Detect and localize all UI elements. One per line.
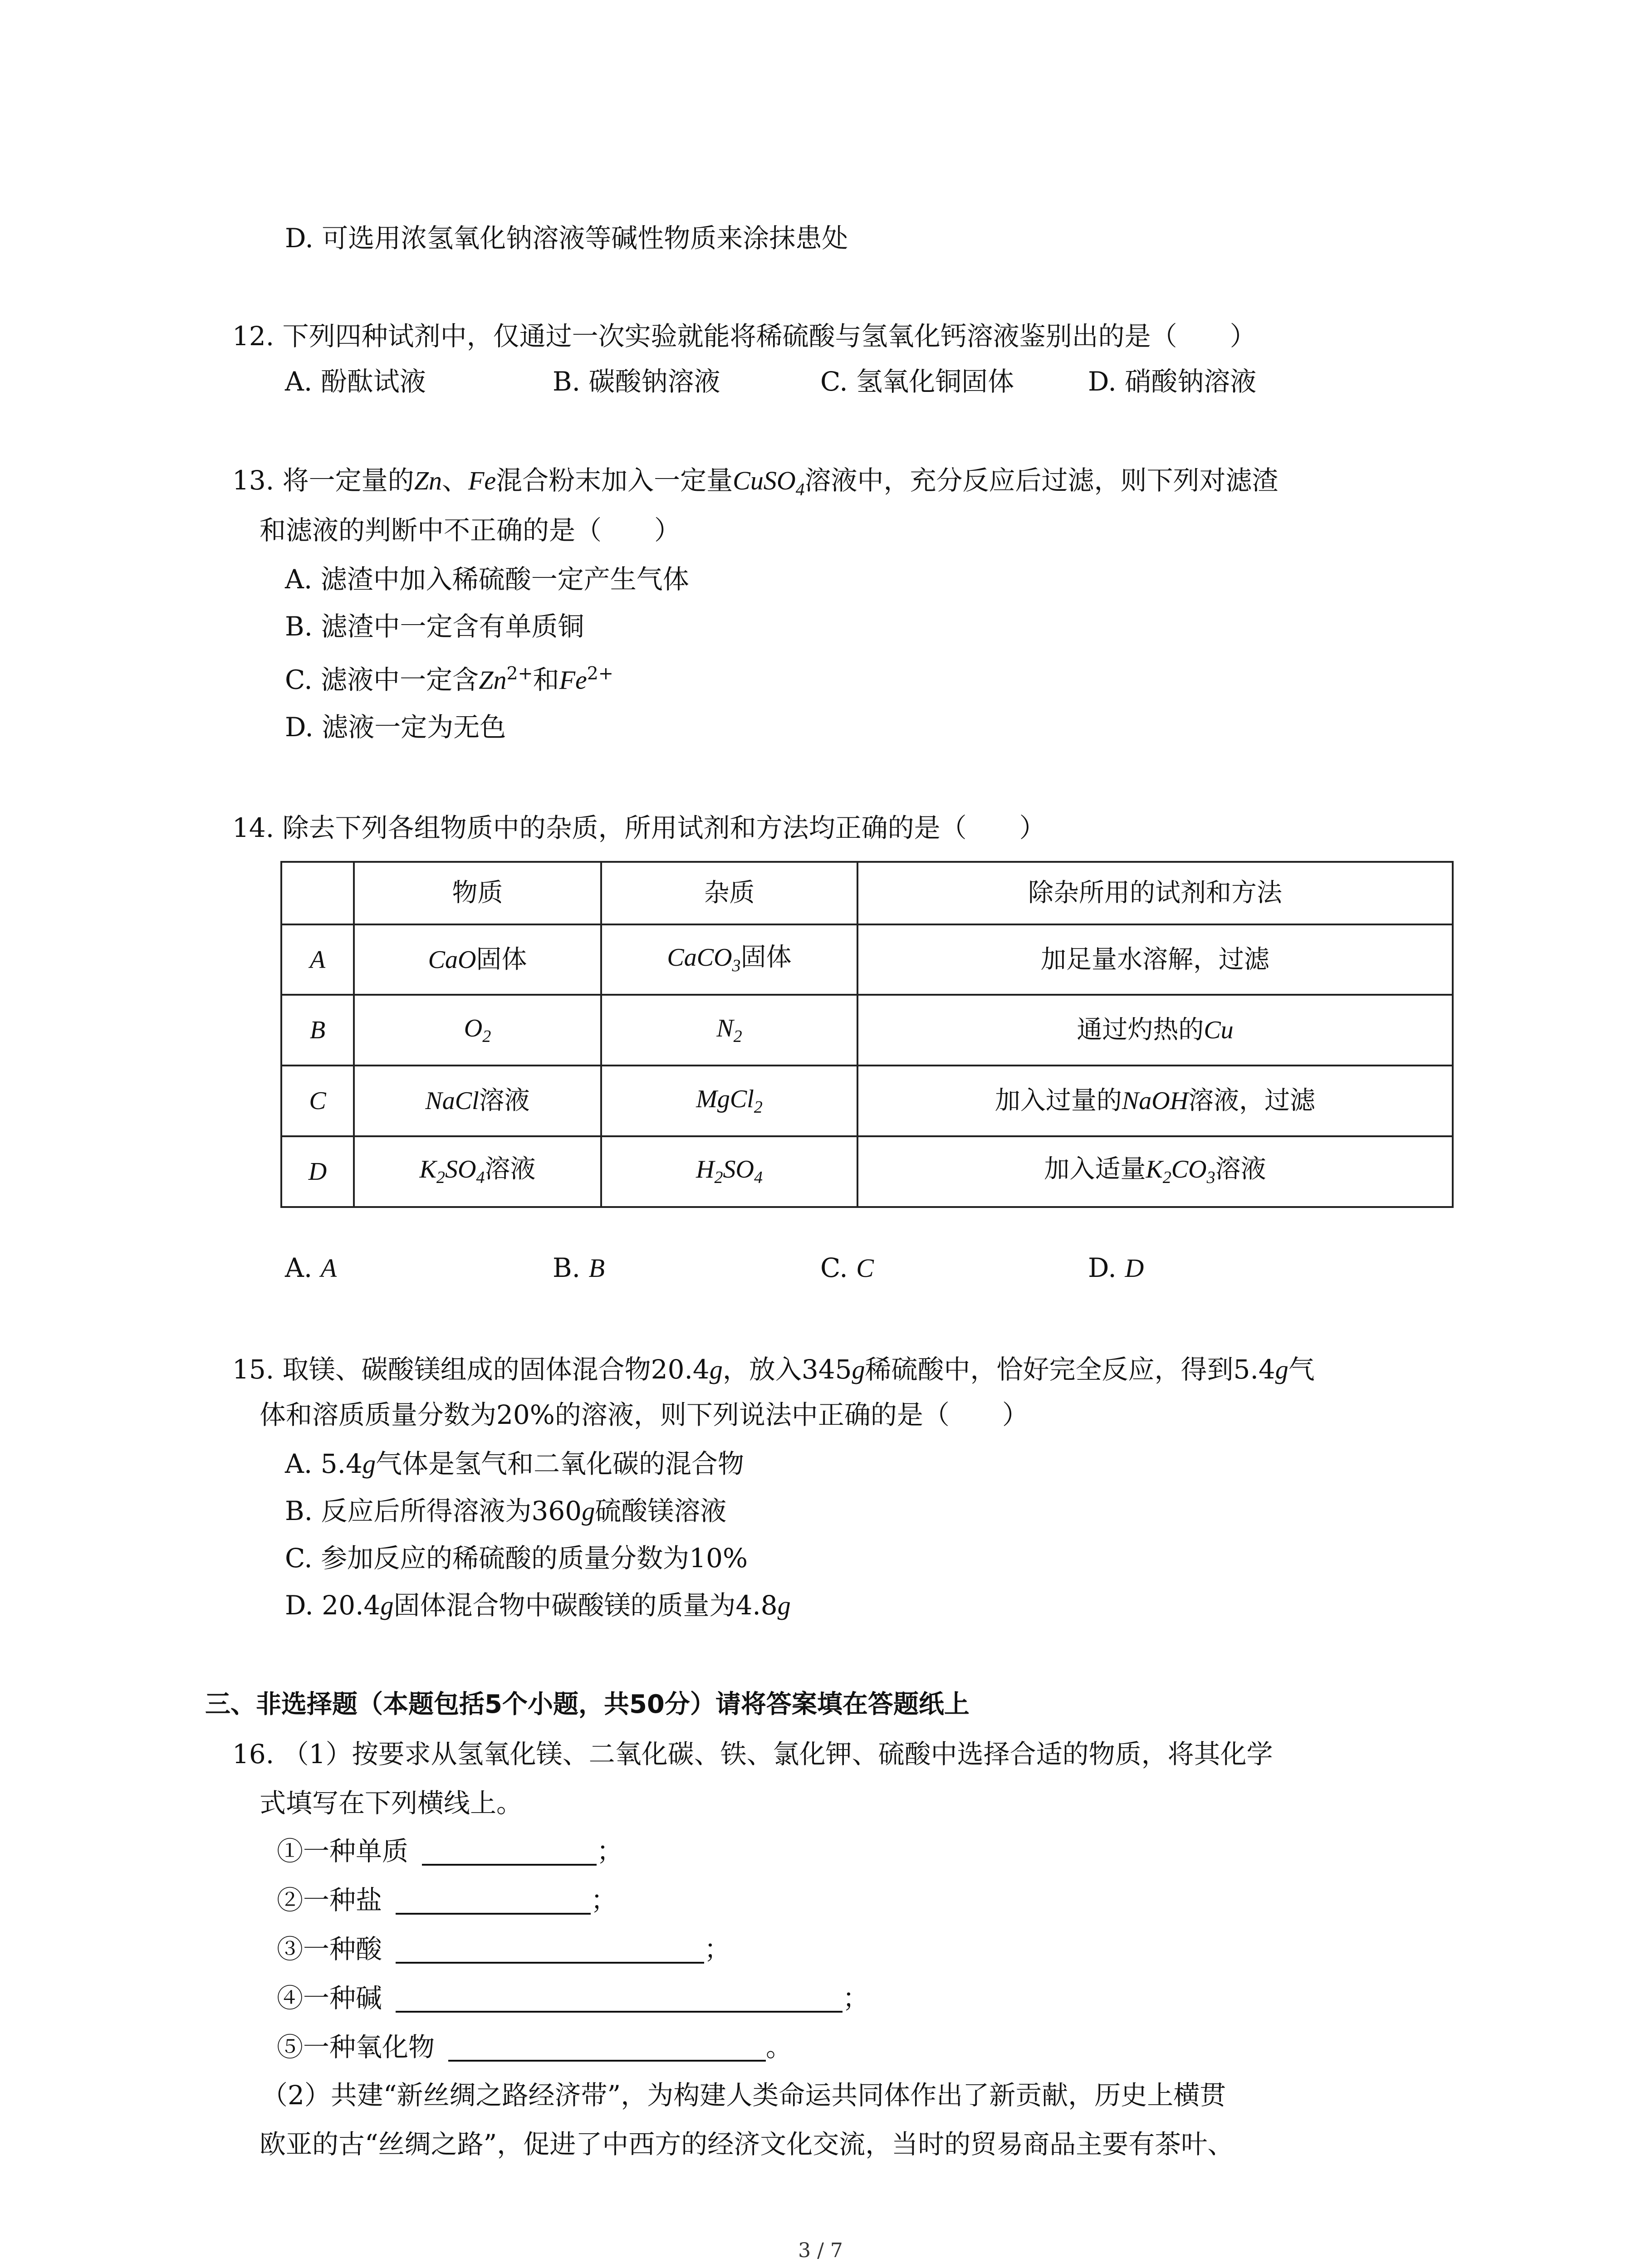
q12-option-b: B. 碳酸钠溶液 (553, 366, 720, 397)
q15-option-d: D. 20.4g固体混合物中碳酸镁的质量为4.8g (285, 1590, 791, 1621)
q15-stem-line2: 体和溶质质量分数为20%的溶液，则下列说法中正确的是（ ） (260, 1399, 1029, 1430)
q16-item-3: ③一种酸 ； (277, 1934, 731, 1965)
answer-blank[interactable] (396, 1987, 843, 2013)
table-header-cell: 除杂所用的试剂和方法 (857, 862, 1453, 924)
q14-option-c: C. C (820, 1252, 874, 1283)
q16-item-2: ②一种盐 ； (277, 1885, 617, 1916)
row-label: A (281, 924, 354, 995)
q13-fe: Fe (468, 466, 496, 495)
q12-option-a: A. 酚酞试液 (285, 366, 426, 397)
q15-option-a: A. 5.4g气体是氢气和二氧化碳的混合物 (285, 1448, 745, 1479)
q13-stem-line2: 和滤液的判断中不正确的是（ ） (260, 515, 681, 546)
q13-cuso4: CuSO$_4$ (733, 466, 805, 499)
answer-blank[interactable] (396, 1938, 704, 1964)
answer-blank[interactable] (448, 2036, 766, 2062)
q12-option-c: C. 氢氧化铜固体 (820, 366, 1014, 397)
q13-stem-line1 (232, 467, 1278, 499)
q16-item-1: ①一种单质 ； (277, 1836, 623, 1867)
q16-line1: 16. （1）按要求从氢氧化镁、二氧化碳、铁、氯化钾、硫酸中选择合适的物质，将其化学 (232, 1739, 1273, 1769)
table-cell: $H_2SO_4$ (601, 1136, 857, 1207)
table-cell: 加入适量$K_2CO_3$溶液 (857, 1136, 1453, 1207)
table-cell: $O_2$ (354, 995, 601, 1066)
table-header-cell: 物质 (354, 862, 601, 924)
table-cell: 加足量水溶解，过滤 (857, 924, 1453, 995)
table-cell: $N_2$ (601, 995, 857, 1066)
row-label: C (281, 1066, 354, 1136)
table-cell: 通过灼热的Cu (857, 995, 1453, 1066)
answer-blank[interactable] (422, 1840, 597, 1866)
table-cell: CaCO$_3$固体 (601, 924, 857, 995)
q13-sep: 、 (441, 465, 468, 496)
q16-part2-line1: （2）共建“新丝绸之路经济带”，为构建人类命运共同体作出了新贡献，历史上横贯 (261, 2080, 1226, 2111)
q13-text: 13. 将一定量的 (232, 465, 414, 496)
table-cell: NaCl溶液 (354, 1066, 601, 1136)
table-row (281, 1136, 1453, 1207)
q13-option-a: A. 滤渣中加入稀硫酸一定产生气体 (285, 564, 689, 595)
row-label: D (281, 1136, 354, 1207)
row-label: B (281, 995, 354, 1066)
q14-option-b: B. B (553, 1252, 605, 1283)
table-cell: CaO固体 (354, 924, 601, 995)
q13-zn: Zn (414, 466, 442, 495)
q16-line2: 式填写在下列横线上。 (260, 1788, 523, 1818)
q16-item-4: ④一种碱 ； (277, 1983, 869, 2014)
q14-option-a: A. A (285, 1252, 337, 1283)
answer-blank[interactable] (396, 1889, 591, 1915)
purification-table (280, 861, 1454, 1208)
q14-option-d: D. D (1088, 1252, 1144, 1283)
section-title: 三、非选择题（本题包括5个小题，共50分）请将答案填在答题纸上 (205, 1690, 970, 1719)
q15-option-b: B. 反应后所得溶液为360g硫酸镁溶液 (285, 1496, 727, 1526)
q13-option-d: D. 滤液一定为无色 (285, 712, 506, 743)
q15-stem-line1: 15. 取镁、碳酸镁组成的固体混合物20.4g，放入345g稀硫酸中，恰好完全反应，得到5.4g气 (232, 1354, 1315, 1385)
table-header-cell: 杂质 (601, 862, 857, 924)
table-row (281, 1066, 1453, 1136)
q13-option-b: B. 滤渣中一定含有单质铜 (285, 611, 584, 642)
page-number: 3 / 7 (798, 2239, 843, 2262)
q11-option-d: D. 可选用浓氢氧化钠溶液等碱性物质来涂抹患处 (285, 223, 848, 254)
table-cell: MgCl$_2$ (601, 1066, 857, 1136)
table-header-row (281, 862, 1453, 924)
table-cell: 加入过量的NaOH溶液，过滤 (857, 1066, 1453, 1136)
q12-option-d: D. 硝酸钠溶液 (1088, 366, 1257, 397)
q13-end: 溶液中，充分反应后过滤，则下列对滤渣 (804, 465, 1279, 496)
q16-part2-line2: 欧亚的古“丝绸之路”，促进了中西方的经济文化交流，当时的贸易商品主要有茶叶、 (260, 2129, 1234, 2160)
table-cell: $K_2SO_4$溶液 (354, 1136, 601, 1207)
q13-option-c: C. 滤液中一定含$Zn^{2+}$和$Fe^{2+}$ (285, 663, 613, 695)
q16-item-5: ⑤一种氧化物 。 (277, 2032, 793, 2063)
q14-stem: 14. 除去下列各组物质中的杂质，所用试剂和方法均正确的是（ ） (232, 812, 1046, 843)
table-row (281, 924, 1453, 995)
q15-option-c: C. 参加反应的稀硫酸的质量分数为10% (285, 1543, 748, 1574)
q13-mid: 混合粉末加入一定量 (496, 465, 733, 496)
q12-stem: 12. 下列四种试剂中，仅通过一次实验就能将稀硫酸与氢氧化钙溶液鉴别出的是（ ） (232, 321, 1256, 352)
table-header-cell (281, 862, 354, 924)
table-row (281, 995, 1453, 1066)
